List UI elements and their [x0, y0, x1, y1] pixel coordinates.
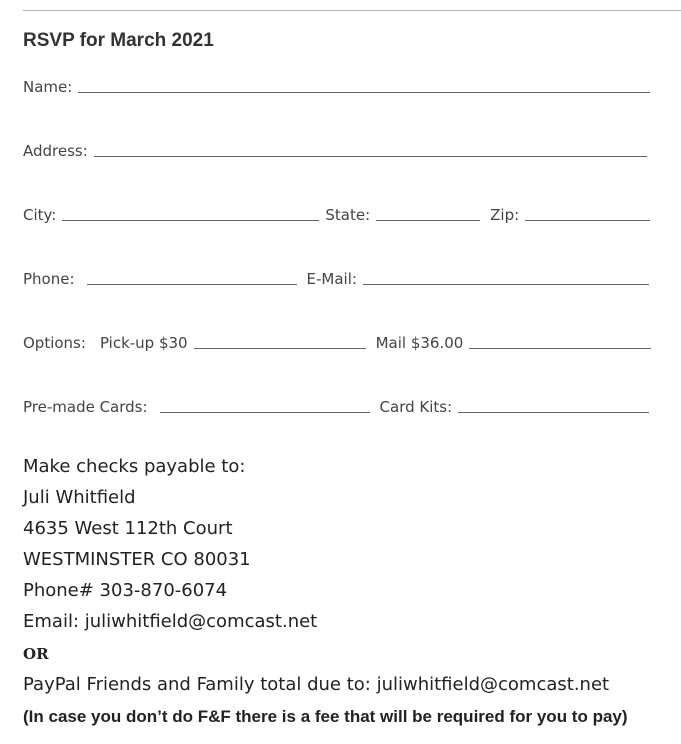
address-blank[interactable]	[94, 156, 647, 157]
cards-row	[23, 396, 649, 416]
city-blank[interactable]	[62, 220, 319, 221]
premade-blank[interactable]	[160, 412, 370, 413]
mail-blank[interactable]	[469, 348, 651, 349]
kits-label: Card Kits:	[379, 398, 453, 416]
name-blank[interactable]	[78, 92, 650, 93]
payee-phone: Phone# 303-870-6074	[23, 580, 228, 601]
city-label: City:	[23, 206, 57, 224]
name-label: Name:	[23, 78, 73, 96]
zip-label: Zip:	[490, 206, 520, 224]
kits-blank[interactable]	[458, 412, 649, 413]
email-label: E-Mail:	[306, 270, 357, 288]
payee-street: 4635 West 112th Court	[23, 518, 233, 539]
pickup-blank[interactable]	[194, 348, 366, 349]
payee-name: Juli Whitfield	[23, 487, 136, 508]
pickup-label: Pick-up $30	[99, 334, 188, 352]
address-row	[23, 140, 647, 160]
mail-label: Mail $36.00	[375, 334, 464, 352]
options-label: Options:	[23, 334, 86, 352]
paypal-instructions: PayPal Friends and Family total due to: juliwhitfield@comcast.net	[23, 674, 610, 695]
name-row	[23, 76, 650, 96]
phone-blank[interactable]	[87, 284, 297, 285]
payee-city-state-zip: WESTMINSTER CO 80031	[23, 549, 251, 570]
state-blank[interactable]	[376, 220, 480, 221]
email-blank[interactable]	[363, 284, 649, 285]
zip-blank[interactable]	[525, 220, 650, 221]
payee-email: Email: juliwhitfield@comcast.net	[23, 611, 318, 632]
phone-label: Phone:	[23, 270, 75, 288]
top-divider	[23, 10, 681, 11]
fee-note: (In case you don’t do F&F there is a fee that will be required for you to pay)	[23, 707, 628, 726]
premade-label: Pre-made Cards:	[23, 398, 148, 416]
state-label: State:	[325, 206, 371, 224]
address-label: Address:	[23, 142, 88, 160]
or-separator: OR	[23, 645, 49, 663]
phone-email-row	[23, 268, 649, 288]
city-state-zip-row	[23, 204, 650, 224]
form-title: RSVP for March 2021	[23, 30, 214, 51]
checks-heading: Make checks payable to:	[23, 456, 246, 477]
options-row	[23, 332, 651, 352]
